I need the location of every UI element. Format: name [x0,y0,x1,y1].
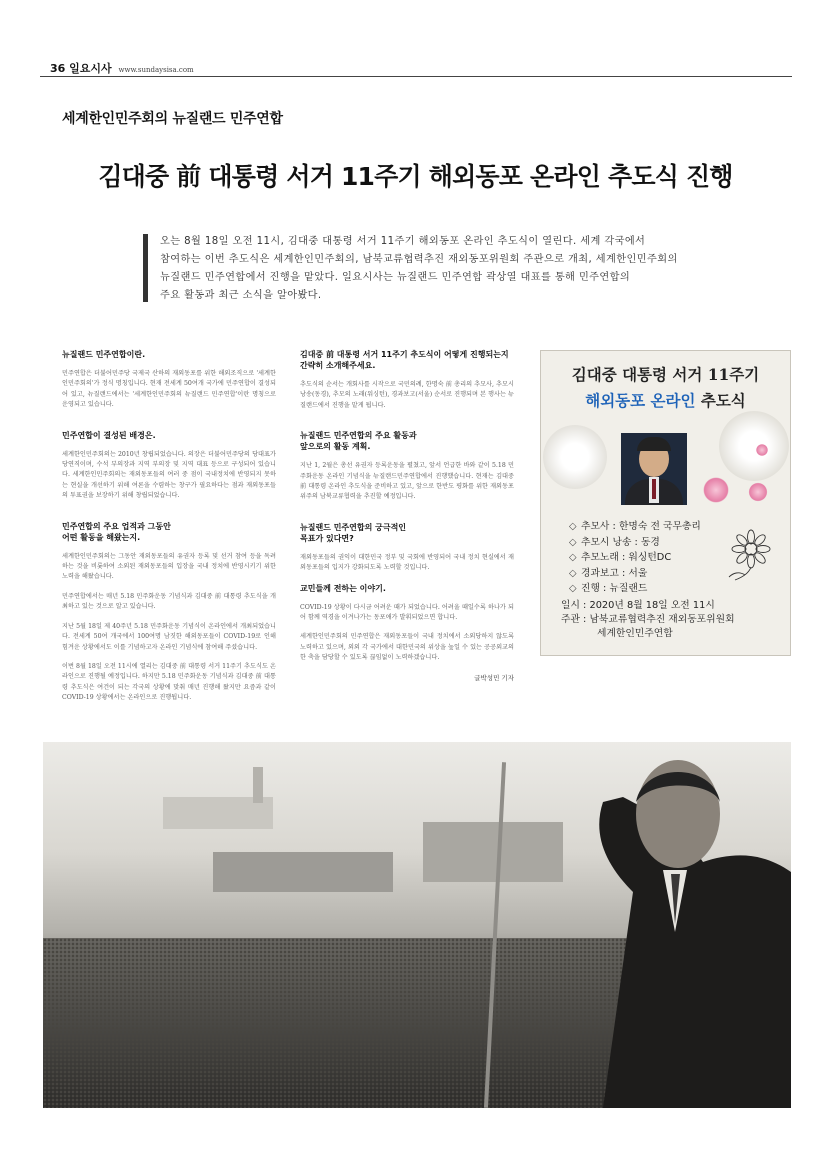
question: 교민들께 전하는 이야기. [300,583,386,593]
speaker-figure [563,742,791,1108]
answer: 민주연합에서는 매년 5.18 민주화운동 기념식과 김대중 前 대통령 추도식을 개최하고 있는 것으로 알고 있습니다. [62,592,276,611]
lead-line: 주요 활동과 최근 소식을 알아봤다. [160,290,322,301]
lead-line: 참여하는 이번 추도식은 세계한인민주회의, 남북교류협력추진 재외동포위원회 주관으로 개최, 세계한인민주회의 [160,254,678,265]
chrysanthemum-drawing-icon [721,527,781,583]
pink-flower-icon [701,475,731,505]
event-date: 일시 : 2020년 8월 18일 오전 11시 [561,600,715,611]
answer: 세계한인민주회의는 2010년 창립되었습니다. 의장은 더불어민주당의 당대표가 당연직이며, 수석 부의장과 지역 부의장 및 지역 대표 등으로 구성되어 있습니다. 세계한인민주회의는 재외동포들의 여러 중 점이 국내정치에 반영되지 못하는 현실을 개선하기 위해 여론을 수렴하는 창구가 필요하다는 점과 재외동포들의 투표권을 보장하기 위해 창립되었습니다. [62,450,276,500]
program-item: ◇ 경과보고 : 서울 [569,567,648,579]
answer: 추도식의 순서는 개회사를 시작으로 국민의례, 한명숙 前 총리의 추모사, 추모시 낭송(동경), 추모의 노래(워싱턴), 경과보고(서울) 순서로 진행되며 본 행사는 뉴질랜드에서 진행을 맡게 됩니다. [300,381,514,409]
answer: 지난 5월 18일 제 40주년 5.18 민주화운동 기념식이 온라인에서 개최되었습니다. 전세계 50여 개국에서 100여명 남짓한 해외동포들이 COVID-19로 인해 힘겨운 상황에서도 이를 기념하고자 온라인 기념식에 참여해 주셨습니다. [62,622,276,651]
article-column-2 [300,349,514,682]
historical-rally-photo [43,742,791,1108]
answer: COVID-19 상황이 다시금 어려운 때가 되었습니다. 어려울 때일수록 하나가 되어 함께 역경을 이겨나가는 동포애가 발휘되었으면 합니다. [300,603,514,622]
question: 뉴질랜드 민주연합이란. [62,350,146,359]
question-line: 민주연합의 주요 업적과 그동안 [62,521,171,531]
photo-building [423,822,563,882]
pink-flower-icon [747,481,769,503]
portrait-photo [621,433,687,505]
answer: 세계한인민주회의 민주연합은 재외동포들이 국내 정치에서 소외당하지 않도록 노력하고 있으며, 외외 각 국가에서 대한민국의 위상을 높일 수 있는 공공외교의 한 축을 담당할 수 있도록 끊임없이 노력하겠습니다. [300,633,514,662]
photo-building [213,852,393,892]
program-item: ◇ 추모노래 : 워싱턴DC [569,552,672,563]
question-line: 앞으로의 활동 계획. [300,442,371,452]
answer: 이번 8월 18일 오전 11시에 열리는 김대중 前 대통령 서거 11주기 추도식도 온라인으로 진행될 예정입니다. 하지만 5.18 민주화운동 기념식과 김대중 前 대통령 추도식은 여건이 되는 각국의 상황에 맞춰 매년 진행해 왔지만 요즘과 같이 COVID-19 상황에서는 온라인으로 진행됩니다. [62,662,276,702]
lead-bar [143,234,148,302]
poster-event-info [561,599,735,641]
answer: 재외동포들의 권익이 대한민국 정부 및 국회에 반영되어 국내 정치 현실에서 재외동포들의 입지가 강화되도록 노력할 것입니다. [300,553,514,572]
question [300,430,514,452]
question: 민주연합이 결성된 배경은. [62,430,156,440]
article-column-1 [62,349,276,713]
magazine-name: 일요시사 [69,62,112,75]
question-line: 간략히 소개해주세요. [300,361,376,370]
poster-subtitle [541,389,790,411]
question [62,521,276,543]
program-item: ◇ 추모사 : 한명숙 전 국무총리 [569,521,701,532]
pink-flower-icon [755,443,769,457]
question-line: 김대중 前 대통령 서거 11주기 추도식이 어떻게 진행되는지 [300,350,509,359]
question-line: 뉴질랜드 민주연합의 주요 활동과 [300,431,417,441]
photo-tower [253,767,263,803]
question-line: 어떤 활동을 해왔는지. [62,532,141,542]
header-rule [40,76,792,77]
event-host: 주관 : 남북교류협력추진 재외동포위원회 [561,614,735,625]
memorial-poster [540,350,791,656]
program-item: ◇ 추모시 낭송 : 동경 [569,536,660,548]
question [300,522,514,544]
lead-line: 뉴질랜드 민주연합에서 진행을 맡았다. 일요시사는 뉴질랜드 민주연합 곽상열 대표를 통해 민주연합의 [160,272,631,283]
page-number: 36 [50,62,66,75]
poster-program-list [569,519,701,597]
white-chrysanthemum-icon [719,411,789,481]
lead-line: 오는 8월 18일 오전 11시, 김대중 대통령 서거 11주기 해외동포 온라인 추도식이 열린다. 세계 각국에서 [160,236,646,247]
magazine-url: www.sundaysisa.com [118,66,194,74]
headline: 김대중 前 대통령 서거 11주기 해외동포 온라인 추도식 진행 [98,162,733,191]
poster-subtitle-dark: 추도식 [700,391,746,410]
question-line: 목표가 있다면? [300,533,354,543]
white-chrysanthemum-icon [543,425,607,489]
kicker: 세계한인민주회의 뉴질랜드 민주연합 [62,111,283,127]
program-item: ◇ 진행 : 뉴질랜드 [569,583,648,594]
poster-title: 김대중 대통령 서거 11주기 [571,365,760,384]
answer: 지난 1, 2월은 총선 유권자 등록운동을 펼쳤고, 앞서 언급한 바와 같이 5.18 민주화운동 온라인 기념식을 뉴질랜드민주연합에서 진행했습니다. 현재는 김대중 前 대통령 온라인 추도식을 준비하고 있고, 앞으로 한반도 평화를 위한 재외동포위주의 남북교류협력을 추진할 예정입니다. [300,462,514,501]
event-host-line2: 세계한인민주연합 [597,628,673,639]
question-line: 뉴질랜드 민주연합의 궁극적인 [300,522,407,532]
poster-subtitle-blue: 해외동포 온라인 [585,391,696,410]
byline: 글박성민 기자 [474,673,514,682]
answer: 민주연합은 더불어민주당 국제국 산하의 재외동포를 위한 해외조직으로 '세계한인민주회의'가 정식 명칭입니다. 현재 전세계 50여개 국가에 민주연합이 결성되어 있고, 뉴질랜드에서는 '세계한인민주회의 뉴질랜드 민주연합'이란 명칭으로 운영되고 있습니다. [62,370,276,409]
question [300,349,514,371]
page-header [50,60,194,76]
answer: 세계한인민주회의는 그동안 재외동포들의 유권자 등록 및 선거 참여 등을 독려하는 것을 비롯하여 소외된 재외동포들의 입장을 국내 정치에 반영시키기 위한 노력을 해왔습니다. [62,552,276,581]
lead-paragraph [160,233,770,305]
